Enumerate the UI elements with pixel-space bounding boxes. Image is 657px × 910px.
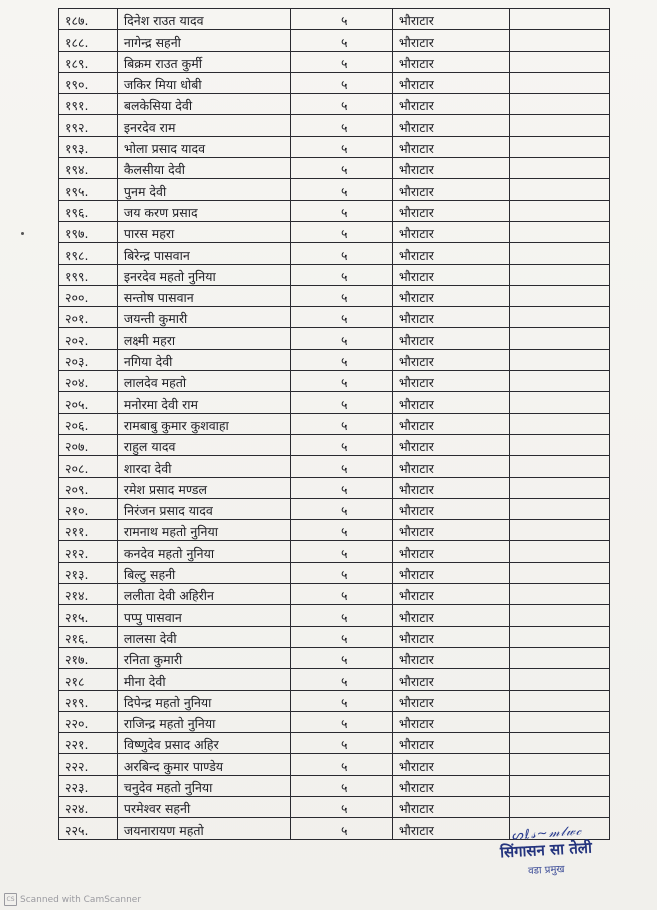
name-cell: राजिन्द्र महतो नुनिया xyxy=(117,711,290,732)
name-cell: बिक्रम राउत कुर्मी xyxy=(117,51,290,72)
table-row xyxy=(59,221,610,242)
address-cell: भौराटार xyxy=(392,818,509,839)
quantity-cell: ५ xyxy=(290,456,392,477)
name-cell: बिल्टु सहनी xyxy=(117,562,290,583)
remarks-cell xyxy=(509,349,609,370)
address-cell: भौराटार xyxy=(392,136,509,157)
serial-number-cell: २१८ xyxy=(59,669,118,690)
quantity-cell: ५ xyxy=(290,243,392,264)
table-row xyxy=(59,434,610,455)
serial-number-cell: २१४. xyxy=(59,584,118,605)
remarks-cell xyxy=(509,498,609,519)
quantity-cell: ५ xyxy=(290,498,392,519)
remarks-cell xyxy=(509,754,609,775)
remarks-cell xyxy=(509,328,609,349)
remarks-cell xyxy=(509,200,609,221)
scanner-watermark-text: Scanned with CamScanner xyxy=(20,894,142,905)
address-cell: भौराटार xyxy=(392,307,509,328)
quantity-cell: ५ xyxy=(290,584,392,605)
address-cell: भौराटार xyxy=(392,413,509,434)
table-row xyxy=(59,711,610,732)
address-cell: भौराटार xyxy=(392,30,509,51)
serial-number-cell: १९१. xyxy=(59,94,118,115)
serial-number-cell: २०७. xyxy=(59,434,118,455)
name-cell: जयन्ती कुमारी xyxy=(117,307,290,328)
serial-number-cell: २१५. xyxy=(59,605,118,626)
remarks-cell xyxy=(509,9,609,30)
name-cell: नागेन्द्र सहनी xyxy=(117,30,290,51)
serial-number-cell: २१२. xyxy=(59,541,118,562)
name-cell: अरबिन्द कुमार पाण्डेय xyxy=(117,754,290,775)
scan-speck xyxy=(21,232,24,235)
quantity-cell: ५ xyxy=(290,30,392,51)
serial-number-cell: २१९. xyxy=(59,690,118,711)
remarks-cell xyxy=(509,796,609,817)
address-cell: भौराटार xyxy=(392,200,509,221)
table-row xyxy=(59,285,610,306)
quantity-cell: ५ xyxy=(290,328,392,349)
quantity-cell: ५ xyxy=(290,690,392,711)
name-cell: शारदा देवी xyxy=(117,456,290,477)
serial-number-cell: १९३. xyxy=(59,136,118,157)
serial-number-cell: २०३. xyxy=(59,349,118,370)
address-cell: भौराटार xyxy=(392,711,509,732)
address-cell: भौराटार xyxy=(392,328,509,349)
table-row xyxy=(59,605,610,626)
name-cell: सन्तोष पासवान xyxy=(117,285,290,306)
table-row xyxy=(59,584,610,605)
serial-number-cell: १९८. xyxy=(59,243,118,264)
quantity-cell: ५ xyxy=(290,158,392,179)
name-cell: रनिता कुमारी xyxy=(117,647,290,668)
table-row xyxy=(59,498,610,519)
serial-number-cell: २०४. xyxy=(59,371,118,392)
serial-number-cell: १९०. xyxy=(59,72,118,93)
table-row xyxy=(59,562,610,583)
official-stamp xyxy=(499,823,630,882)
quantity-cell: ५ xyxy=(290,562,392,583)
quantity-cell: ५ xyxy=(290,605,392,626)
serial-number-cell: २१७. xyxy=(59,647,118,668)
name-cell: रमेश प्रसाद मण्डल xyxy=(117,477,290,498)
table-row xyxy=(59,796,610,817)
table-row xyxy=(59,51,610,72)
address-cell: भौराटार xyxy=(392,115,509,136)
remarks-cell xyxy=(509,733,609,754)
table-row xyxy=(59,456,610,477)
remarks-cell xyxy=(509,584,609,605)
name-cell: कैलसीया देवी xyxy=(117,158,290,179)
serial-number-cell: २०८. xyxy=(59,456,118,477)
table-row xyxy=(59,775,610,796)
serial-number-cell: २२२. xyxy=(59,754,118,775)
serial-number-cell: २१३. xyxy=(59,562,118,583)
table-row xyxy=(59,9,610,30)
serial-number-cell: २००. xyxy=(59,285,118,306)
name-cell: पारस महरा xyxy=(117,221,290,242)
serial-number-cell: २०९. xyxy=(59,477,118,498)
address-cell: भौराटार xyxy=(392,285,509,306)
quantity-cell: ५ xyxy=(290,179,392,200)
name-cell: दिनेश राउत यादव xyxy=(117,9,290,30)
remarks-cell xyxy=(509,669,609,690)
table-row xyxy=(59,754,610,775)
name-cell: कनदेव महतो नुनिया xyxy=(117,541,290,562)
remarks-cell xyxy=(509,413,609,434)
name-cell: इनरदेव महतो नुनिया xyxy=(117,264,290,285)
remarks-cell xyxy=(509,158,609,179)
quantity-cell: ५ xyxy=(290,754,392,775)
serial-number-cell: १९२. xyxy=(59,115,118,136)
serial-number-cell: १८८. xyxy=(59,30,118,51)
remarks-cell xyxy=(509,371,609,392)
serial-number-cell: २२३. xyxy=(59,775,118,796)
table-row xyxy=(59,264,610,285)
quantity-cell: ५ xyxy=(290,669,392,690)
address-cell: भौराटार xyxy=(392,94,509,115)
name-cell: भोला प्रसाद यादव xyxy=(117,136,290,157)
name-cell: नगिया देवी xyxy=(117,349,290,370)
remarks-cell xyxy=(509,562,609,583)
serial-number-cell: २२५. xyxy=(59,818,118,839)
remarks-cell xyxy=(509,541,609,562)
table-row xyxy=(59,477,610,498)
serial-number-cell: १९६. xyxy=(59,200,118,221)
address-cell: भौराटार xyxy=(392,498,509,519)
name-cell: रामनाथ महतो नुनिया xyxy=(117,520,290,541)
address-cell: भौराटार xyxy=(392,647,509,668)
table-row xyxy=(59,72,610,93)
address-cell: भौराटार xyxy=(392,158,509,179)
beneficiary-table xyxy=(58,8,610,840)
serial-number-cell: २०६. xyxy=(59,413,118,434)
name-cell: ललीता देवी अहिरीन xyxy=(117,584,290,605)
address-cell: भौराटार xyxy=(392,477,509,498)
address-cell: भौराटार xyxy=(392,796,509,817)
serial-number-cell: २२०. xyxy=(59,711,118,732)
serial-number-cell: २११. xyxy=(59,520,118,541)
serial-number-cell: १८९. xyxy=(59,51,118,72)
quantity-cell: ५ xyxy=(290,221,392,242)
address-cell: भौराटार xyxy=(392,775,509,796)
serial-number-cell: २०५. xyxy=(59,392,118,413)
remarks-cell xyxy=(509,94,609,115)
remarks-cell xyxy=(509,243,609,264)
name-cell: लालसा देवी xyxy=(117,626,290,647)
name-cell: लक्ष्मी महरा xyxy=(117,328,290,349)
address-cell: भौराटार xyxy=(392,733,509,754)
name-cell: चनुदेव महतो नुनिया xyxy=(117,775,290,796)
serial-number-cell: २०२. xyxy=(59,328,118,349)
name-cell: इनरदेव राम xyxy=(117,115,290,136)
address-cell: भौराटार xyxy=(392,221,509,242)
quantity-cell: ५ xyxy=(290,264,392,285)
address-cell: भौराटार xyxy=(392,754,509,775)
quantity-cell: ५ xyxy=(290,413,392,434)
name-cell: निरंजन प्रसाद यादव xyxy=(117,498,290,519)
name-cell: विष्णुदेव प्रसाद अहिर xyxy=(117,733,290,754)
table-row xyxy=(59,94,610,115)
name-cell: बिरेन्द्र पासवान xyxy=(117,243,290,264)
name-cell: पुनम देवी xyxy=(117,179,290,200)
address-cell: भौराटार xyxy=(392,243,509,264)
address-cell: भौराटार xyxy=(392,541,509,562)
quantity-cell: ५ xyxy=(290,626,392,647)
stamp-name: सिंगासन सा तेली xyxy=(499,838,593,862)
remarks-cell xyxy=(509,477,609,498)
serial-number-cell: २०१. xyxy=(59,307,118,328)
address-cell: भौराटार xyxy=(392,72,509,93)
address-cell: भौराटार xyxy=(392,520,509,541)
serial-number-cell: २२१. xyxy=(59,733,118,754)
name-cell: बलकेसिया देवी xyxy=(117,94,290,115)
address-cell: भौराटार xyxy=(392,179,509,200)
address-cell: भौराटार xyxy=(392,392,509,413)
quantity-cell: ५ xyxy=(290,72,392,93)
address-cell: भौराटार xyxy=(392,605,509,626)
table-row xyxy=(59,669,610,690)
table-row xyxy=(59,115,610,136)
address-cell: भौराटार xyxy=(392,264,509,285)
table-row xyxy=(59,392,610,413)
quantity-cell: ५ xyxy=(290,477,392,498)
remarks-cell xyxy=(509,72,609,93)
name-cell: पप्पु पासवान xyxy=(117,605,290,626)
table-row xyxy=(59,733,610,754)
remarks-cell xyxy=(509,520,609,541)
name-cell: जय करण प्रसाद xyxy=(117,200,290,221)
table-row xyxy=(59,200,610,221)
quantity-cell: ५ xyxy=(290,647,392,668)
table-row xyxy=(59,328,610,349)
name-cell: जयनारायण महतो xyxy=(117,818,290,839)
address-cell: भौराटार xyxy=(392,456,509,477)
serial-number-cell: १९९. xyxy=(59,264,118,285)
quantity-cell: ५ xyxy=(290,818,392,839)
quantity-cell: ५ xyxy=(290,541,392,562)
name-cell: जकिर मिया धोबी xyxy=(117,72,290,93)
table-row xyxy=(59,158,610,179)
serial-number-cell: १९७. xyxy=(59,221,118,242)
table-row xyxy=(59,626,610,647)
scanner-watermark xyxy=(4,893,141,906)
table-row xyxy=(59,690,610,711)
address-cell: भौराटार xyxy=(392,349,509,370)
address-cell: भौराटार xyxy=(392,584,509,605)
remarks-cell xyxy=(509,30,609,51)
table-row xyxy=(59,307,610,328)
quantity-cell: ५ xyxy=(290,94,392,115)
remarks-cell xyxy=(509,392,609,413)
quantity-cell: ५ xyxy=(290,115,392,136)
serial-number-cell: १९५. xyxy=(59,179,118,200)
signature-scribble: ᔕℓ𝓈~𝓂𝓁𝓌𝒸 xyxy=(511,823,583,844)
table-row xyxy=(59,541,610,562)
quantity-cell: ५ xyxy=(290,520,392,541)
address-cell: भौराटार xyxy=(392,51,509,72)
table-row xyxy=(59,647,610,668)
name-cell: लालदेव महतो xyxy=(117,371,290,392)
address-cell: भौराटार xyxy=(392,9,509,30)
stamp-role: वडा प्रमुख xyxy=(527,864,565,877)
remarks-cell xyxy=(509,711,609,732)
address-cell: भौराटार xyxy=(392,690,509,711)
quantity-cell: ५ xyxy=(290,349,392,370)
remarks-cell xyxy=(509,221,609,242)
quantity-cell: ५ xyxy=(290,136,392,157)
remarks-cell xyxy=(509,605,609,626)
remarks-cell xyxy=(509,179,609,200)
quantity-cell: ५ xyxy=(290,371,392,392)
remarks-cell xyxy=(509,434,609,455)
remarks-cell xyxy=(509,285,609,306)
address-cell: भौराटार xyxy=(392,562,509,583)
address-cell: भौराटार xyxy=(392,371,509,392)
table-row xyxy=(59,520,610,541)
quantity-cell: ५ xyxy=(290,796,392,817)
remarks-cell xyxy=(509,626,609,647)
table-row xyxy=(59,413,610,434)
quantity-cell: ५ xyxy=(290,285,392,306)
serial-number-cell: २१०. xyxy=(59,498,118,519)
quantity-cell: ५ xyxy=(290,307,392,328)
remarks-cell xyxy=(509,690,609,711)
remarks-cell xyxy=(509,136,609,157)
name-cell: मीना देवी xyxy=(117,669,290,690)
table-row xyxy=(59,136,610,157)
address-cell: भौराटार xyxy=(392,669,509,690)
address-cell: भौराटार xyxy=(392,626,509,647)
remarks-cell xyxy=(509,115,609,136)
name-cell: राहुल यादव xyxy=(117,434,290,455)
quantity-cell: ५ xyxy=(290,775,392,796)
camscanner-icon: CS xyxy=(4,893,17,906)
name-cell: मनोरमा देवी राम xyxy=(117,392,290,413)
table-row xyxy=(59,30,610,51)
quantity-cell: ५ xyxy=(290,392,392,413)
remarks-cell xyxy=(509,264,609,285)
quantity-cell: ५ xyxy=(290,733,392,754)
quantity-cell: ५ xyxy=(290,434,392,455)
remarks-cell xyxy=(509,775,609,796)
remarks-cell xyxy=(509,307,609,328)
name-cell: परमेश्वर सहनी xyxy=(117,796,290,817)
serial-number-cell: १८७. xyxy=(59,9,118,30)
remarks-cell xyxy=(509,456,609,477)
serial-number-cell: २२४. xyxy=(59,796,118,817)
table-body xyxy=(59,9,610,840)
remarks-cell xyxy=(509,51,609,72)
remarks-cell xyxy=(509,647,609,668)
quantity-cell: ५ xyxy=(290,51,392,72)
name-cell: रामबाबु कुमार कुशवाहा xyxy=(117,413,290,434)
quantity-cell: ५ xyxy=(290,9,392,30)
table-row xyxy=(59,243,610,264)
quantity-cell: ५ xyxy=(290,711,392,732)
address-cell: भौराटार xyxy=(392,434,509,455)
serial-number-cell: २१६. xyxy=(59,626,118,647)
name-cell: दिपेन्द्र महतो नुनिया xyxy=(117,690,290,711)
table-row xyxy=(59,179,610,200)
serial-number-cell: १९४. xyxy=(59,158,118,179)
table-row xyxy=(59,371,610,392)
table-row xyxy=(59,349,610,370)
quantity-cell: ५ xyxy=(290,200,392,221)
